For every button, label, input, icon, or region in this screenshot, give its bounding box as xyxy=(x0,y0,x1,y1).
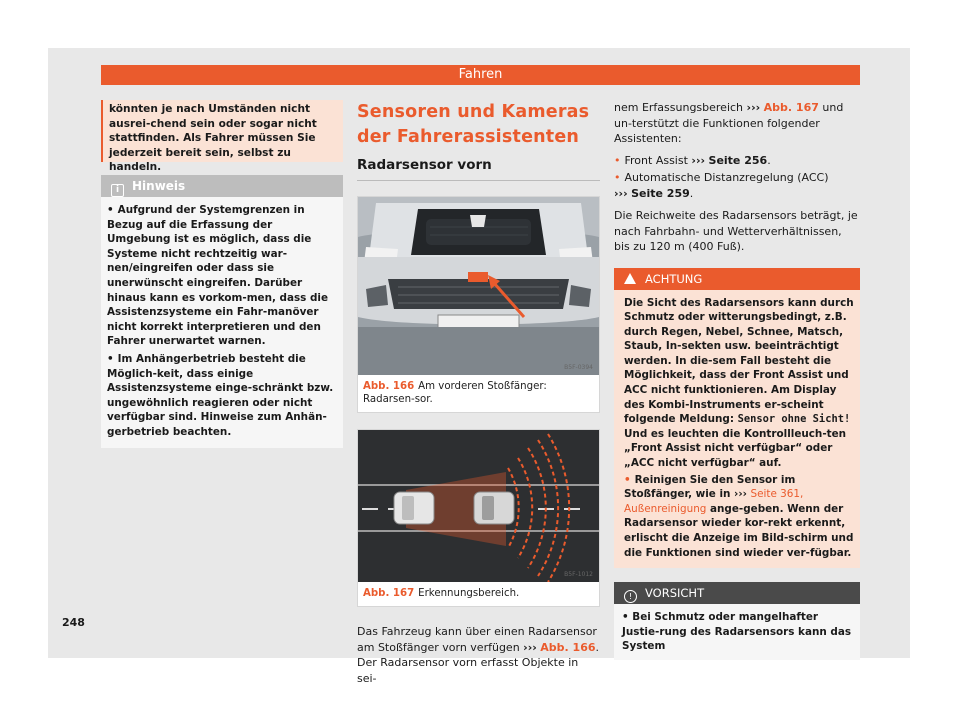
page-number: 248 xyxy=(62,616,85,629)
list-item: • Automatische Distanzregelung (ACC) ››› Seite 259. xyxy=(614,171,829,200)
range-text: Die Reichweite des Radarsensors beträgt, je nach Fahrbahn- und Wetterverhältnissen, bis zu 120 m (400 Fuß). xyxy=(614,209,858,253)
warning-continuation: könnten je nach Umständen nicht ausrei-chend sein oder sogar nicht stattfinden. Als Fahrer müssen Sie jederzeit bereit sein, selbst zu handeln. xyxy=(101,100,343,162)
vorsicht-header: ! VORSICHT xyxy=(614,582,860,604)
hinweis-item: • Aufgrund der Systemgrenzen in Bezug auf die Erfassung der Umgebung ist es möglich, dass die Systeme nicht rechtzeitig war-nen/eingreifen oder dass sie unerwünscht eingreifen. Darüber hinaus kann es vorkom-men, dass die Assistenzsysteme ein Fahr-manöver nicht korrekt interpretieren und den Fahrer unerwartet warnen. xyxy=(107,204,329,348)
car-front-illustration xyxy=(358,197,599,375)
subsection-title: Radarsensor vorn xyxy=(357,157,492,173)
hinweis-item: • Im Anhängerbetrieb besteht die Möglich-keit, dass einige Assistenzsysteme einge-schränkt bzw. ungewöhnlich reagieren oder nicht verfügbar sind. Hinweise zum Anhän-gerbetrieb beachten. xyxy=(107,352,334,438)
achtung-box xyxy=(614,268,860,569)
list-item: • Front Assist ››› Seite 256. xyxy=(614,153,771,167)
achtung-paragraph: • Reinigen Sie den Sensor im Stoßfänger, wie in ››› Seite 361, Außenreinigung ange-geben. Wenn der Radarsensor wieder kor-rekt erkennt, erlischt die Anzeige im Bild-schirm und die Funktionen sind wieder ver-fügbar. xyxy=(624,473,854,559)
vorsicht-body: • Bei Schmutz oder mangelhafter Justie-rung des Radarsensors kann das System xyxy=(622,611,852,653)
bullet-icon: • xyxy=(107,204,114,216)
car-front-image xyxy=(358,197,599,375)
achtung-paragraph: Die Sicht des Radarsensors kann durch Schmutz oder witterungsbedingt, z.B. durch Regen, Nebel, Schnee, Matsch, Staub, In-sekten usw. beeinträchtigt werden. In die-sem Fall besteht die Möglichkeit, dass der Front Assist und ACC nicht funktionieren. Am Display des Kombi-Instruments er-scheint folgende Meldung: Sensor ohne Sicht! Und es leuchten die Kontrollleuch-ten „Front Assist nicht verfügbar“ oder „ACC nicht verfügbar“ auf. xyxy=(624,296,854,470)
achtung-header: ACHTUNG xyxy=(614,268,860,290)
section-header: Fahren xyxy=(101,65,860,85)
column-right xyxy=(614,100,860,660)
figure-radar-sensor xyxy=(357,196,600,413)
figure-caption: Abb. 167 Erkennungsbereich. xyxy=(363,588,520,599)
radar-intro-continued: nem Erfassungsbereich ››› Abb. 167 und un-terstützt die Funktionen folgender Assistenten: xyxy=(614,101,844,145)
assistant-list xyxy=(614,153,860,202)
figure-code: B5F-1012 xyxy=(564,571,593,578)
bullet-icon: • xyxy=(107,352,114,365)
figure-detection-range xyxy=(357,429,600,607)
hinweis-header: i Hinweis xyxy=(101,175,343,197)
hinweis-body xyxy=(101,197,343,448)
vorsicht-box xyxy=(614,582,860,660)
column-middle xyxy=(357,100,600,686)
bullet-icon: • xyxy=(622,611,629,624)
detection-range-illustration xyxy=(358,430,599,582)
figure-code: B5F-0394 xyxy=(564,364,593,371)
section-title: Sensoren und Kameras der Fahrerassistenten xyxy=(357,102,590,147)
divider xyxy=(357,180,600,181)
figure-caption: Abb. 166 Am vorderen Stoßfänger: Radarsen-sor. xyxy=(363,381,547,405)
detection-range-image xyxy=(358,430,599,582)
hinweis-box xyxy=(101,175,343,448)
radar-intro-text: Das Fahrzeug kann über einen Radarsensor am Stoßfänger vorn verfügen ››› Abb. 166. Der Radarsensor vorn erfasst Objekte in sei- xyxy=(357,625,600,685)
caution-icon: ! xyxy=(624,590,637,603)
info-icon: i xyxy=(111,184,124,197)
column-left xyxy=(101,100,343,448)
achtung-body xyxy=(614,290,860,569)
warning-triangle-icon xyxy=(624,273,636,284)
